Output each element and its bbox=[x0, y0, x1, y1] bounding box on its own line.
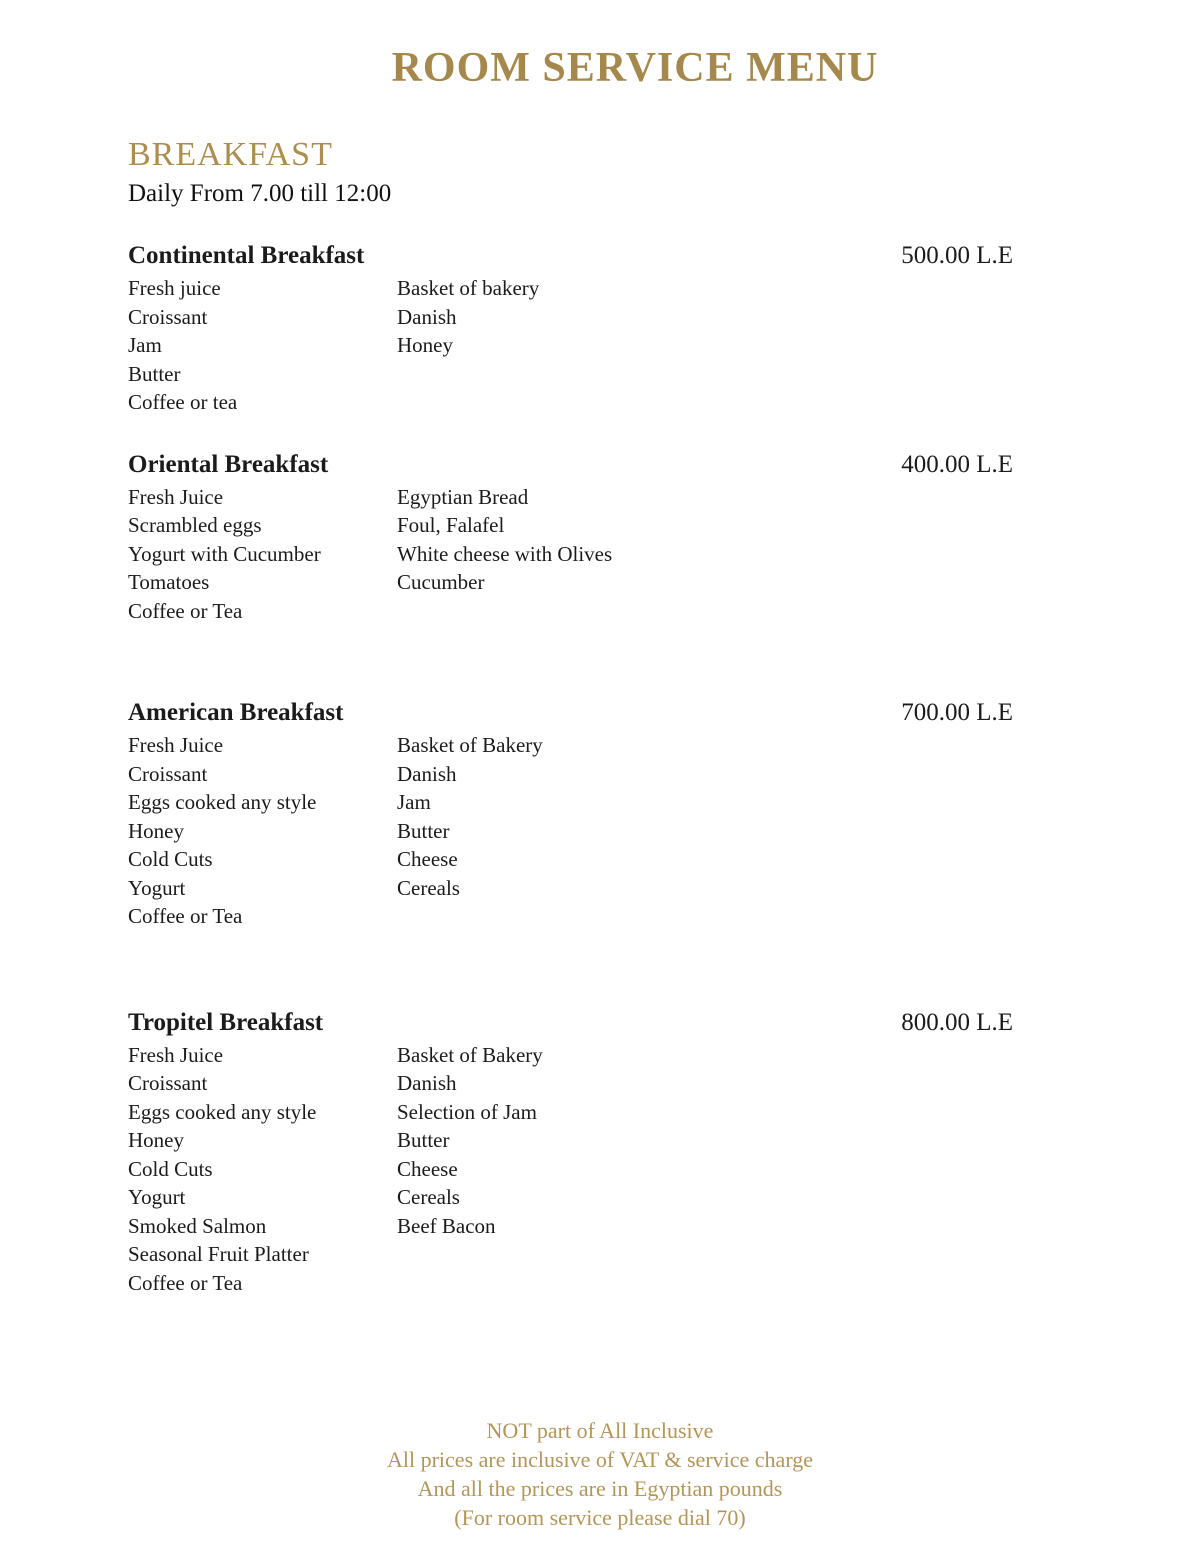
ingredient: Cold Cuts bbox=[128, 1156, 213, 1181]
footer-note-line: (For room service please dial 70) bbox=[454, 1505, 746, 1530]
ingredient: Fresh Juice bbox=[128, 484, 224, 509]
ingredient: Fresh Juice bbox=[128, 733, 224, 757]
breakfast-hours: Daily From 7.00 till 12:00 bbox=[128, 180, 392, 207]
ingredient: Fresh juice bbox=[128, 276, 221, 300]
ingredients-col1 bbox=[128, 483, 397, 626]
ingredient-columns bbox=[128, 483, 1013, 626]
ingredient: Yogurt bbox=[128, 875, 186, 900]
ingredient: Basket of Bakery bbox=[397, 733, 543, 757]
ingredient: Eggs cooked any style bbox=[128, 1099, 317, 1124]
ingredient: Yogurt with Cucumber bbox=[128, 541, 321, 566]
section-head-row bbox=[128, 242, 1013, 270]
dish-name: American Breakfast bbox=[128, 699, 344, 726]
ingredient: Seasonal Fruit Platter bbox=[128, 1242, 309, 1266]
ingredient: Smoked Salmon bbox=[128, 1213, 267, 1238]
ingredient: Yogurt bbox=[128, 1185, 186, 1209]
ingredient: Cereals bbox=[397, 875, 460, 900]
ingredient: Cheese bbox=[397, 1156, 458, 1181]
section-head-row bbox=[128, 1009, 1013, 1037]
ingredient: Egyptian Bread bbox=[397, 484, 529, 509]
dish-price: 500.00 L.E bbox=[901, 242, 1013, 269]
footer-notes bbox=[0, 1416, 1200, 1532]
ingredient: Honey bbox=[397, 333, 453, 357]
ingredient-columns bbox=[128, 274, 1013, 417]
dish-price: 700.00 L.E bbox=[901, 699, 1013, 726]
section-head-row bbox=[128, 699, 1013, 727]
ingredients-col2 bbox=[397, 1041, 1013, 1298]
ingredient: Tomatoes bbox=[128, 570, 210, 594]
ingredient-columns bbox=[128, 731, 1013, 931]
menu-section-tropitel bbox=[128, 1009, 1013, 1298]
ingredient: Selection of Jam bbox=[397, 1099, 537, 1124]
dish-name: Oriental Breakfast bbox=[128, 450, 329, 478]
ingredient: Butter bbox=[128, 361, 181, 386]
ingredient: Danish bbox=[397, 1071, 457, 1095]
footer-note-line: And all the prices are in Egyptian pounds bbox=[417, 1476, 783, 1501]
dish-name: Continental Breakfast bbox=[128, 242, 365, 269]
ingredient: Basket of bakery bbox=[397, 276, 540, 300]
dish-price: 400.00 L.E bbox=[901, 450, 1013, 478]
ingredient: Basket of Bakery bbox=[397, 1042, 543, 1067]
ingredients-col2 bbox=[397, 483, 1013, 626]
ingredient: Honey bbox=[128, 1128, 184, 1152]
ingredient: Croissant bbox=[128, 1071, 208, 1095]
ingredient: Honey bbox=[128, 818, 184, 843]
menu-content bbox=[128, 92, 1013, 1297]
menu-section-continental bbox=[128, 242, 1013, 417]
footer-note-line: NOT part of All Inclusive bbox=[486, 1418, 714, 1443]
menu-section-american bbox=[128, 699, 1013, 931]
ingredient: Cheese bbox=[397, 847, 458, 871]
ingredients-col2 bbox=[397, 731, 1013, 931]
ingredients-col1 bbox=[128, 274, 397, 417]
ingredient: Danish bbox=[397, 761, 457, 786]
section-head-row bbox=[128, 451, 1013, 479]
ingredient: Croissant bbox=[128, 761, 208, 786]
ingredient: Foul, Falafel bbox=[397, 513, 505, 537]
ingredient: Cereals bbox=[397, 1185, 460, 1209]
ingredient: Butter bbox=[397, 818, 450, 843]
ingredient: Danish bbox=[397, 304, 457, 329]
footer-note-line: All prices are inclusive of VAT & service charge bbox=[386, 1447, 814, 1472]
ingredient: Coffee or tea bbox=[128, 390, 238, 414]
ingredient: Fresh Juice bbox=[128, 1042, 224, 1067]
ingredient: Coffee or Tea bbox=[128, 1270, 243, 1295]
page-title: ROOM SERVICE MENU bbox=[391, 45, 879, 91]
ingredient: Scrambled eggs bbox=[128, 513, 262, 537]
ingredient: Coffee or Tea bbox=[128, 904, 243, 928]
ingredient: Beef Bacon bbox=[397, 1213, 496, 1238]
ingredient: Cucumber bbox=[397, 570, 485, 594]
dish-price: 800.00 L.E bbox=[901, 1008, 1013, 1036]
ingredient: Croissant bbox=[128, 304, 208, 329]
ingredient: Jam bbox=[128, 333, 162, 357]
dish-name: Tropitel Breakfast bbox=[128, 1008, 324, 1036]
ingredients-col1 bbox=[128, 1041, 397, 1298]
ingredients-col1 bbox=[128, 731, 397, 931]
ingredient: Jam bbox=[397, 790, 431, 814]
ingredient: Coffee or Tea bbox=[128, 598, 243, 623]
ingredient: Eggs cooked any style bbox=[128, 790, 317, 814]
ingredient-columns bbox=[128, 1041, 1013, 1298]
ingredient: White cheese with Olives bbox=[397, 541, 613, 566]
breakfast-heading: BREAKFAST bbox=[128, 136, 333, 173]
ingredients-col2 bbox=[397, 274, 1013, 417]
ingredient: Butter bbox=[397, 1128, 450, 1152]
menu-section-oriental bbox=[128, 451, 1013, 626]
ingredient: Cold Cuts bbox=[128, 847, 213, 871]
